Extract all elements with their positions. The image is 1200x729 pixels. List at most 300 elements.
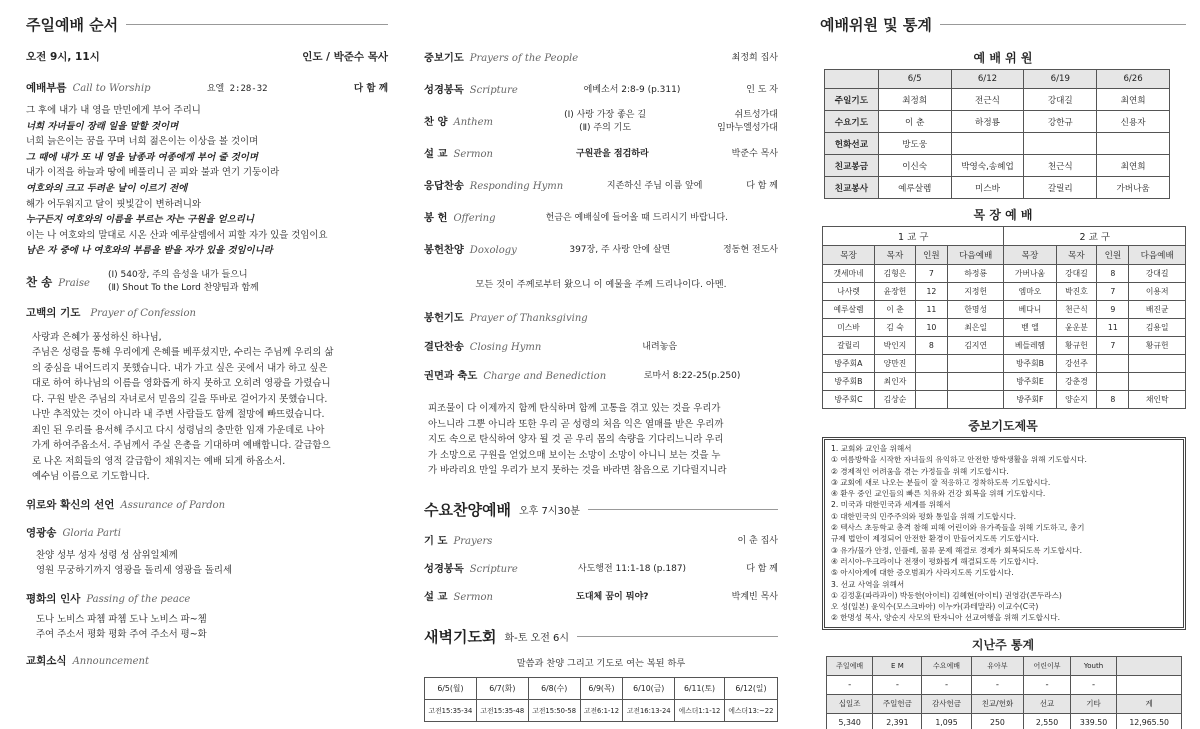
pastoral-cell: 김지연 bbox=[947, 337, 1004, 355]
who-line: 정동현 전도사 bbox=[722, 244, 778, 255]
prayer-item: ⑤ 아시아계에 대한 증오범죄가 사라지도록 기도합시다. bbox=[831, 568, 1014, 578]
item-label bbox=[424, 338, 541, 353]
item-en: Scripture bbox=[469, 84, 518, 96]
service-time-row bbox=[26, 49, 388, 64]
text-line: 다. 구원 받은 주님의 자녀로서 믿음의 길을 뚜바로 걸어가지 못했습니다. bbox=[32, 393, 328, 405]
order-of-worship-column bbox=[0, 0, 400, 729]
pastoral-cell: 7 bbox=[1097, 337, 1129, 355]
item-ko: 성경봉독 bbox=[424, 83, 464, 96]
intercession-box bbox=[822, 437, 1186, 630]
detail-line: 로마서 8:22-25(p.250) bbox=[643, 371, 741, 381]
detail-line: 에베소서 2:8-9 (p.311) bbox=[583, 84, 681, 95]
pastoral-cell: 강대길 bbox=[1129, 265, 1186, 283]
prayer-heading: 2. 미국과 대한민국과 세계를 위해서 bbox=[831, 500, 951, 510]
district-row bbox=[823, 227, 1186, 246]
item-detail bbox=[606, 368, 778, 381]
stats-head-row-1 bbox=[827, 656, 1182, 675]
servers-cell: 가버나움 bbox=[1097, 177, 1170, 199]
stats-cell: - bbox=[1070, 675, 1117, 694]
worship-item bbox=[424, 582, 778, 610]
pastoral-cell: 박진호 bbox=[1056, 283, 1097, 301]
servers-head-cell: 6/5 bbox=[878, 70, 951, 89]
servers-head-cell: 6/26 bbox=[1097, 70, 1170, 89]
hymn-1: (Ⅰ) 540장, 주의 음성을 내가 들으니 bbox=[107, 269, 248, 280]
call-to-worship-text bbox=[26, 103, 388, 259]
detail-line: (Ⅱ) 주의 기도 bbox=[579, 123, 632, 133]
pastoral-cell bbox=[915, 373, 947, 391]
pastoral-cell: 미스바 bbox=[823, 319, 875, 337]
pastoral-cell: 10 bbox=[915, 319, 947, 337]
stats-cell: 5,340 bbox=[827, 713, 873, 729]
who-line: 이 춘 집사 bbox=[737, 536, 778, 546]
worship-item bbox=[424, 360, 778, 389]
servers-title: 예 배 위 원 bbox=[973, 51, 1033, 65]
order-continued-column bbox=[410, 0, 790, 729]
item-ko: 권면과 축도 bbox=[424, 370, 478, 382]
servers-row bbox=[825, 111, 1170, 133]
stats-cell: 339.50 bbox=[1070, 713, 1117, 729]
pastoral-cell: 강선주 bbox=[1056, 355, 1097, 373]
stats-cell: 12,965.50 bbox=[1117, 713, 1182, 729]
wednesday-items bbox=[424, 526, 778, 610]
servers-cell: 이신숙 bbox=[878, 155, 951, 177]
stats-cell: - bbox=[827, 675, 873, 694]
who-line: 인 도 자 bbox=[746, 84, 778, 95]
benediction-text bbox=[428, 401, 778, 479]
call-line: 누구든지 여호와의 이름을 부르는 자는 구원을 얻으리니 bbox=[26, 214, 254, 226]
item-label bbox=[424, 145, 493, 160]
servers-cell bbox=[1097, 133, 1170, 155]
wednesday-title: 수요찬양예배 bbox=[424, 500, 511, 519]
item-who bbox=[717, 107, 778, 133]
pastoral-head-cell: 목자 bbox=[875, 246, 916, 265]
stats-head-cell: 친교/헌화 bbox=[971, 694, 1024, 713]
prayer-item: 규제 법안이 제정되어 안전한 환경이 만들어지도록 기도합시다. bbox=[831, 534, 1039, 544]
text-line: 주님은 성령을 통해 우리에게 은혜를 베푸셨지만, 수리는 주님께 우리의 삶 bbox=[32, 347, 334, 359]
wednesday-title-row bbox=[424, 499, 778, 520]
stats-cell bbox=[1117, 675, 1182, 694]
wednesday-time: 오후 7시30분 bbox=[518, 505, 580, 517]
call-line: 이는 나 여호와의 말대로 시온 산과 예루살렘에서 피할 자가 있을 것임이요 bbox=[26, 229, 328, 241]
pastoral-head-cell: 인원 bbox=[1097, 246, 1129, 265]
call-to-worship-row bbox=[26, 80, 388, 95]
item-label bbox=[424, 49, 578, 64]
hymn-2: (Ⅱ) Shout To the Lord 찬양팀과 함께 bbox=[107, 282, 259, 293]
dawn-ref: 에스더1:1-12 bbox=[675, 699, 725, 721]
pastoral-head-cell: 다음예배 bbox=[1129, 246, 1186, 265]
text-line: 가 바라리요 만일 우리가 보지 못하는 것을 바라면 참음으로 기다릴지니라 bbox=[428, 465, 727, 476]
pastoral-cell: 베다니 bbox=[1004, 301, 1056, 319]
worship-items bbox=[424, 40, 778, 264]
item-who bbox=[746, 561, 778, 574]
item-ko: 설 교 bbox=[424, 147, 448, 160]
call-line: 여호와의 크고 두려운 날이 이르기 전에 bbox=[26, 182, 188, 194]
item-ko: 기 도 bbox=[424, 535, 448, 547]
dawn-schedule-table bbox=[424, 677, 778, 722]
stats-head-cell: 선교 bbox=[1024, 694, 1070, 713]
servers-cell: 수요기도 bbox=[825, 111, 879, 133]
committee-rule bbox=[940, 24, 1186, 25]
stats-head-cell: E M bbox=[873, 656, 922, 675]
item-who bbox=[738, 533, 779, 546]
pastoral-cell: 최은일 bbox=[947, 319, 1004, 337]
pastoral-cell bbox=[1097, 373, 1129, 391]
pastoral-row bbox=[823, 373, 1186, 391]
pastoral-cell: 나사렛 bbox=[823, 283, 875, 301]
stats-head-cell: 어린이부 bbox=[1024, 656, 1070, 675]
confession-label: 고백의 기도 Prayer of Confession bbox=[26, 306, 196, 319]
pastoral-cell: 김 숙 bbox=[875, 319, 916, 337]
confession-text bbox=[32, 330, 388, 485]
stats-cell: 2,391 bbox=[873, 713, 922, 729]
committee-stats-column bbox=[806, 0, 1200, 729]
item-who bbox=[746, 82, 778, 95]
pastoral-cell: 방주회B bbox=[823, 373, 875, 391]
prayer-item: ② 텍사스 초등학교 총격 참해 피해 어린이와 유가족들을 위해 기도하고, 총기 bbox=[831, 523, 1085, 533]
worship-item bbox=[424, 554, 778, 582]
pastoral-table bbox=[822, 226, 1186, 409]
pastoral-cell bbox=[947, 391, 1004, 409]
prayer-item: ① 여름방학을 시작한 자녀들의 유익하고 안전한 방학생활을 위해 기도합시다. bbox=[831, 455, 1087, 465]
pastoral-cell: 윤운분 bbox=[1056, 319, 1097, 337]
pastoral-row bbox=[823, 301, 1186, 319]
pastoral-cell: 방주회E bbox=[1004, 373, 1056, 391]
servers-cell: 강한규 bbox=[1024, 111, 1097, 133]
dawn-title-row bbox=[424, 626, 778, 647]
pastoral-head-cell: 인원 bbox=[915, 246, 947, 265]
servers-cell: 전근식 bbox=[951, 89, 1024, 111]
servers-head-cell bbox=[825, 70, 879, 89]
servers-row bbox=[825, 177, 1170, 199]
hymn-row bbox=[26, 269, 388, 295]
worship-items-2 bbox=[424, 302, 778, 389]
text-line: 나만 추적았는 것이 아니라 내 주변 사람들도 함께 절망에 빠뜨렸습니다. bbox=[32, 409, 325, 421]
who-line: 쉬트성가대 bbox=[734, 110, 778, 120]
stats-head-cell: 수요예배 bbox=[922, 656, 971, 675]
stats-row-1 bbox=[827, 675, 1182, 694]
servers-cell: 신용자 bbox=[1097, 111, 1170, 133]
pastoral-cell bbox=[1129, 373, 1186, 391]
pastoral-cell: 김상순 bbox=[875, 391, 916, 409]
pastoral-cell: 8 bbox=[1097, 265, 1129, 283]
servers-cell: 최연희 bbox=[1097, 89, 1170, 111]
dawn-day: 6/12(일) bbox=[724, 677, 777, 699]
item-en: Offering bbox=[453, 212, 496, 224]
text-line: 가게 하여주옵소서. 주님께서 주실 은총을 기대하며 예배합니다. 갈급함으 bbox=[32, 440, 331, 452]
detail-line: 도대체 꿈이 뭐야? bbox=[576, 592, 649, 602]
item-ko: 찬 양 bbox=[424, 115, 448, 128]
pastoral-cell: 이 춘 bbox=[875, 301, 916, 319]
item-ko: 봉헌찬양 bbox=[424, 243, 464, 256]
item-detail bbox=[493, 146, 732, 159]
prayer-heading: 3. 선교 사역을 위해서 bbox=[831, 579, 905, 589]
pastoral-cell: 예루살렘 bbox=[823, 301, 875, 319]
dawn-title: 새벽기도회 bbox=[424, 627, 497, 646]
item-en: Prayers bbox=[453, 536, 493, 547]
servers-cell: 예루살렘 bbox=[878, 177, 951, 199]
call-who: 다 함 께 bbox=[353, 83, 388, 94]
pastoral-cell: 베들레헴 bbox=[1004, 337, 1056, 355]
dawn-ref: 고전16:13-24 bbox=[623, 699, 675, 721]
item-ko: 봉헌기도 bbox=[424, 312, 464, 324]
title-rule bbox=[126, 24, 388, 25]
worship-item bbox=[424, 104, 778, 136]
item-label bbox=[424, 560, 518, 575]
stats-head-cell: 감사헌금 bbox=[922, 694, 971, 713]
pastoral-cell: 갈릴리 bbox=[823, 337, 875, 355]
worship-item bbox=[424, 40, 778, 72]
text-line: 영원 무궁하기까지 영광을 돌리세 영광을 돌리세 bbox=[36, 565, 233, 577]
servers-head-cell: 6/19 bbox=[1024, 70, 1097, 89]
item-detail bbox=[496, 210, 778, 223]
pastoral-cell: 8 bbox=[1097, 391, 1129, 409]
detail-line: 구원관을 점검하라 bbox=[575, 148, 649, 159]
worship-item bbox=[424, 331, 778, 360]
dawn-day: 6/5(월) bbox=[425, 677, 477, 699]
call-line: 내가 이적을 하늘과 땅에 베풀리니 곧 피와 불과 연기 기둥이라 bbox=[26, 167, 280, 179]
district-1: 1 교 구 bbox=[823, 227, 1004, 246]
servers-cell: 주일기도 bbox=[825, 89, 879, 111]
peace-text bbox=[36, 612, 388, 643]
item-label bbox=[424, 367, 606, 382]
sunday-service-title: 주일예배 순서 bbox=[26, 16, 119, 34]
stats-head-cell: 기타 bbox=[1070, 694, 1117, 713]
pastoral-row bbox=[823, 391, 1186, 409]
dawn-ref: 에스더13:~22 bbox=[724, 699, 777, 721]
pastoral-cell: 양순지 bbox=[1056, 391, 1097, 409]
item-who bbox=[732, 589, 778, 602]
pastoral-cell: 7 bbox=[915, 265, 947, 283]
worship-item bbox=[424, 526, 778, 554]
detail-line: (Ⅰ) 사랑 가장 좋은 길 bbox=[564, 110, 647, 120]
prayer-item: ② 경제적인 어려움을 겪는 가정들을 위해 기도합시다. bbox=[831, 466, 1009, 476]
item-who bbox=[746, 178, 778, 191]
item-en: Prayers of the People bbox=[469, 52, 579, 64]
pastoral-cell: 7 bbox=[1097, 283, 1129, 301]
dawn-day: 6/8(수) bbox=[528, 677, 580, 699]
stats-head-cell: Youth bbox=[1070, 656, 1117, 675]
item-who bbox=[732, 50, 778, 63]
gloria-text bbox=[36, 548, 388, 579]
stats-head-cell: 계 bbox=[1117, 694, 1182, 713]
prayer-item: ③ 유가/물가 안정, 인플레, 물류 문제 해결로 경제가 회복되도록 기도합시다. bbox=[831, 545, 1083, 555]
service-time: 오전 9시, 11시 bbox=[26, 51, 100, 63]
servers-cell: 박영숙,송혜업 bbox=[951, 155, 1024, 177]
servers-cell: 천근식 bbox=[1024, 155, 1097, 177]
dawn-ref: 고전15:50-58 bbox=[528, 699, 580, 721]
pastoral-cell: 황규헌 bbox=[1056, 337, 1097, 355]
who-line: 최정희 집사 bbox=[731, 52, 778, 63]
servers-head-row bbox=[825, 70, 1170, 89]
item-en: Charge and Benediction bbox=[483, 371, 607, 382]
prayer-item: 오 성(일본) 윤익수(모스크바아) 이누카(과테말라) 이교수(C국) bbox=[831, 602, 1039, 612]
prayer-item: ④ 환우 중인 교인들의 빠른 치유와 건강 회복을 위해 기도합시다. bbox=[831, 489, 1046, 499]
text-line: 로 나온 저희들의 영적 갈급함이 채워지는 예배 되게 하옵소서. bbox=[32, 455, 286, 467]
pastoral-cell: 방주회B bbox=[1004, 355, 1056, 373]
who-line: 박준수 목사 bbox=[731, 148, 778, 159]
stats-cell: 2,550 bbox=[1024, 713, 1070, 729]
pastoral-cell: 강춘경 bbox=[1056, 373, 1097, 391]
servers-row bbox=[825, 155, 1170, 177]
item-en: Scripture bbox=[469, 564, 518, 575]
item-detail bbox=[518, 561, 746, 574]
pastoral-cell: 윤장헌 bbox=[875, 283, 916, 301]
item-label bbox=[424, 309, 588, 324]
item-label bbox=[424, 113, 493, 128]
item-detail bbox=[493, 589, 732, 602]
pastoral-cell: 하정룡 bbox=[947, 265, 1004, 283]
detail-line: 지존하신 주님 이름 앞에 bbox=[606, 180, 703, 191]
text-line: 의 중심을 내어드리지 못했습니다. 내가 가고 싶은 곳에서 내가 하고 싶은 bbox=[32, 362, 328, 374]
wednesday-rule bbox=[588, 509, 778, 510]
worship-item bbox=[424, 232, 778, 264]
servers-cell: 최정희 bbox=[878, 89, 951, 111]
pastoral-cell bbox=[947, 355, 1004, 373]
item-label bbox=[424, 177, 563, 192]
committee-title-row bbox=[820, 14, 1186, 35]
prayer-item: ① 김정훈(파라과이) 박동한(아이티) 김혜현(아이티) 권영감(콘두라스) bbox=[831, 590, 1062, 600]
dawn-day: 6/11(토) bbox=[675, 677, 725, 699]
dawn-ref: 고전15:35-48 bbox=[476, 699, 528, 721]
pastoral-cell: 11 bbox=[915, 301, 947, 319]
item-ko: 성경봉독 bbox=[424, 563, 464, 575]
detail-line: 397장, 주 사랑 안에 살면 bbox=[569, 244, 671, 255]
item-label bbox=[424, 209, 496, 224]
servers-cell bbox=[1024, 133, 1097, 155]
servers-cell: 방도웅 bbox=[878, 133, 951, 155]
pastoral-cell: 가버나움 bbox=[1004, 265, 1056, 283]
stats-head-row-2 bbox=[827, 694, 1182, 713]
pastoral-cell bbox=[1097, 355, 1129, 373]
doxology-note: 모든 것이 주께로부터 왔으니 이 예물을 주께 드리나이다. 아멘. bbox=[475, 279, 727, 290]
dawn-ref: 고전6:1-12 bbox=[580, 699, 623, 721]
servers-row bbox=[825, 133, 1170, 155]
servers-cell: 강대길 bbox=[1024, 89, 1097, 111]
pastoral-cell bbox=[947, 373, 1004, 391]
hymn-label: 찬 송 Praise bbox=[26, 274, 90, 289]
item-ko: 봉 헌 bbox=[424, 211, 448, 224]
worship-item bbox=[424, 72, 778, 104]
dawn-ref: 고전15:35-34 bbox=[425, 699, 477, 721]
stats-table bbox=[826, 656, 1182, 729]
pastoral-cell: 방주회C bbox=[823, 391, 875, 409]
text-line: 피조물이 다 이제까지 함께 탄식하며 함께 고통을 겪고 있는 것을 우리가 bbox=[428, 403, 721, 414]
pastoral-cell: 갯세마네 bbox=[823, 265, 875, 283]
sunday-service-title-row bbox=[26, 14, 388, 35]
pastoral-title: 목 장 예 배 bbox=[973, 208, 1033, 222]
servers-cell: 미스바 bbox=[951, 177, 1024, 199]
call-line: 그 때에 내가 또 내 영을 남종과 여종에게 부어 줄 것이며 bbox=[26, 151, 258, 163]
district-2: 2 교 구 bbox=[1004, 227, 1186, 246]
text-line: 아느니라 그뿐 아니라 또한 우리 곧 성령의 처음 익은 열매를 받은 우리까 bbox=[428, 418, 724, 430]
intercession-title: 중보기도제목 bbox=[968, 419, 1038, 433]
pastoral-cell: 박인지 bbox=[875, 337, 916, 355]
item-ko: 응답찬송 bbox=[424, 179, 464, 192]
text-line: 죄인 된 우리를 용서해 주시고 다시 성령님의 충만한 임재 가운데로 나아 bbox=[32, 424, 325, 436]
item-en: Prayer of Thanksgiving bbox=[469, 313, 588, 324]
stats-head-cell: 유아부 bbox=[971, 656, 1024, 675]
pastoral-cell: 방주회F bbox=[1004, 391, 1056, 409]
gloria-label: 영광송 Gloria Parti bbox=[26, 526, 122, 539]
call-line: 너희 자녀들이 장래 일을 말할 것이며 bbox=[26, 120, 179, 132]
item-ko: 중보기도 bbox=[424, 51, 464, 64]
stats-head-cell: 주일예배 bbox=[827, 656, 873, 675]
pastoral-row bbox=[823, 265, 1186, 283]
pastoral-cell: 최인자 bbox=[875, 373, 916, 391]
pastoral-cell: 8 bbox=[915, 337, 947, 355]
prayer-item: ① 대한민국의 민주주의와 평화 통일을 위해 기도합시다. bbox=[831, 511, 1017, 521]
stats-title: 지난주 통계 bbox=[971, 637, 1035, 652]
call-label: 예배부름 Call to Worship bbox=[26, 82, 151, 94]
pastoral-cell: 강대길 bbox=[1056, 265, 1097, 283]
detail-line: 내려놓음 bbox=[642, 342, 678, 352]
item-who bbox=[732, 146, 778, 159]
stats-cell: - bbox=[922, 675, 971, 694]
item-en: Sermon bbox=[453, 148, 493, 160]
item-en: Anthem bbox=[453, 116, 494, 128]
text-line: 찬양 성부 성자 성령 성 삼위일체께 bbox=[36, 549, 178, 561]
item-detail bbox=[541, 339, 778, 352]
dawn-day: 6/10(금) bbox=[623, 677, 675, 699]
pastoral-head-cell: 다음예배 bbox=[947, 246, 1004, 265]
pastoral-cell: 김형은 bbox=[875, 265, 916, 283]
text-line: 대로 하여 하나님의 이름을 영화롭게 하지 못하고 오히려 영광을 가렸습니 bbox=[32, 378, 331, 390]
pastoral-cell: 벧 엘 bbox=[1004, 319, 1056, 337]
servers-table bbox=[824, 69, 1170, 199]
item-en: Closing Hymn bbox=[469, 342, 542, 353]
call-line: 너희 늙은이는 꿈을 꾸며 너희 젊은이는 이상을 볼 것이며 bbox=[26, 136, 259, 148]
text-line: 도나 노비스 파쳄 파쳄 도나 노비스 파~쳄 bbox=[36, 613, 207, 625]
item-en: Sermon bbox=[453, 592, 493, 603]
item-detail bbox=[518, 82, 746, 95]
item-detail bbox=[563, 178, 746, 191]
pastoral-head-row bbox=[823, 246, 1186, 265]
item-en: Responding Hymn bbox=[469, 180, 564, 192]
stats-head-cell: 주일헌금 bbox=[873, 694, 922, 713]
item-label bbox=[424, 81, 518, 96]
announcement-label: 교회소식 Announcement bbox=[26, 654, 149, 667]
servers-cell: 헌화선교 bbox=[825, 133, 879, 155]
servers-cell: 최연희 bbox=[1097, 155, 1170, 177]
worship-item bbox=[424, 302, 778, 331]
worship-item bbox=[424, 136, 778, 168]
prayer-item: ② 한명성 목사, 양순지 사모의 탄자니아 선교여행을 위해 기도합시다. bbox=[831, 613, 1061, 623]
item-detail bbox=[493, 107, 717, 133]
worship-item bbox=[424, 200, 778, 232]
item-who bbox=[723, 242, 778, 255]
worship-item bbox=[424, 168, 778, 200]
pastoral-cell bbox=[915, 355, 947, 373]
committee-title: 예배위원 및 통계 bbox=[820, 16, 932, 34]
call-line: 남은 자 중에 나 여호와의 부름을 받을 자가 있을 것임이니라 bbox=[26, 245, 273, 257]
servers-row bbox=[825, 89, 1170, 111]
pastoral-cell: 11 bbox=[1097, 319, 1129, 337]
pastoral-cell: 천근식 bbox=[1056, 301, 1097, 319]
who-line: 박계빈 목사 bbox=[731, 592, 778, 602]
prayer-item: ④ 러시아-우크라이나 전쟁이 평화롭게 해결되도록 기도합시다. bbox=[831, 556, 1039, 566]
pastoral-cell: 방주회A bbox=[823, 355, 875, 373]
item-ko: 결단찬송 bbox=[424, 341, 464, 353]
stats-head-cell bbox=[1117, 656, 1182, 675]
prayer-heading: 1. 교회와 교인을 위해서 bbox=[831, 444, 912, 453]
pastoral-cell: 지정헌 bbox=[947, 283, 1004, 301]
servers-cell: 하정룡 bbox=[951, 111, 1024, 133]
dawn-day: 6/9(목) bbox=[580, 677, 623, 699]
peace-label: 평화의 인사 Passing of the peace bbox=[26, 592, 191, 605]
pastoral-cell: 12 bbox=[915, 283, 947, 301]
call-line: 그 후에 내가 내 영을 만민에게 부어 주리니 bbox=[26, 105, 201, 116]
detail-line: 사도행전 11:1-18 (p.187) bbox=[577, 564, 687, 574]
